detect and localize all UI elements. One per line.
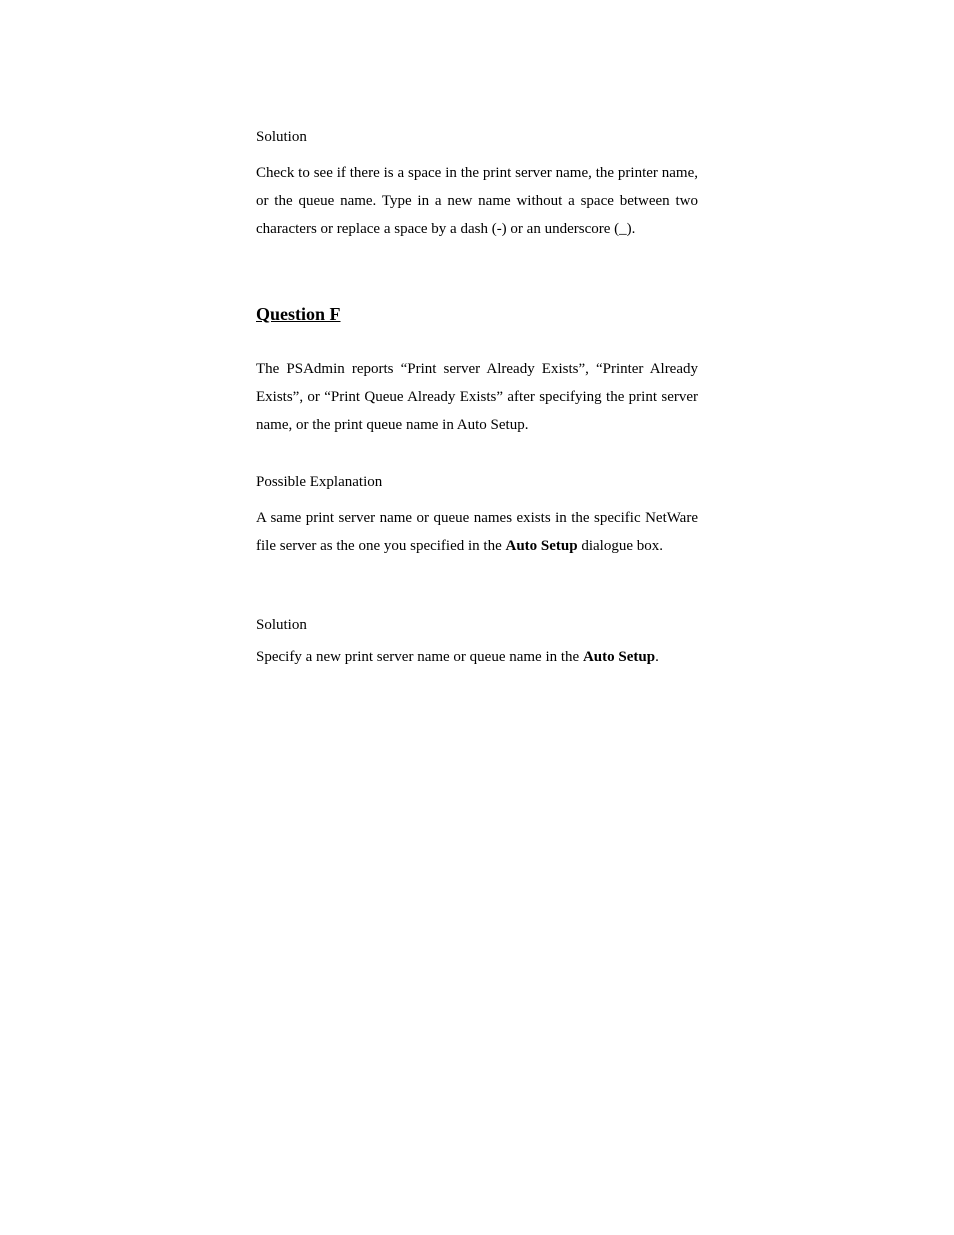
solution2-paragraph	[256, 643, 698, 671]
explanation-text-before: A same print server name or queue names exists in the specific NetWare file server as the one you specified in the	[256, 510, 698, 554]
explanation-label: Possible Explanation	[256, 474, 383, 490]
explanation-text-after: dialogue box.	[577, 538, 664, 554]
solution2-bold-term: Auto Setup	[582, 649, 656, 665]
solution-paragraph: Check to see if there is a space in the print server name, the printer name, or the queue name. Type in a new name without a space between two characters or replace a space by a dash (-) or an underscore (_).	[256, 165, 698, 237]
solution-label: Solution	[256, 129, 307, 145]
explanation-bold-term: Auto Setup	[505, 538, 578, 554]
question-heading: Question F	[256, 304, 341, 324]
solution2-text-after: .	[655, 649, 659, 665]
explanation-paragraph	[256, 504, 698, 560]
solution2-label: Solution	[256, 617, 307, 633]
question-paragraph: The PSAdmin reports “Print server Already Exists”, “Printer Already Exists”, or “Print Queue Already Exists” after specifying the print server name, or the print queue name in Auto Setup.	[256, 361, 698, 433]
solution2-text-before: Specify a new print server name or queue name in the	[256, 649, 583, 665]
